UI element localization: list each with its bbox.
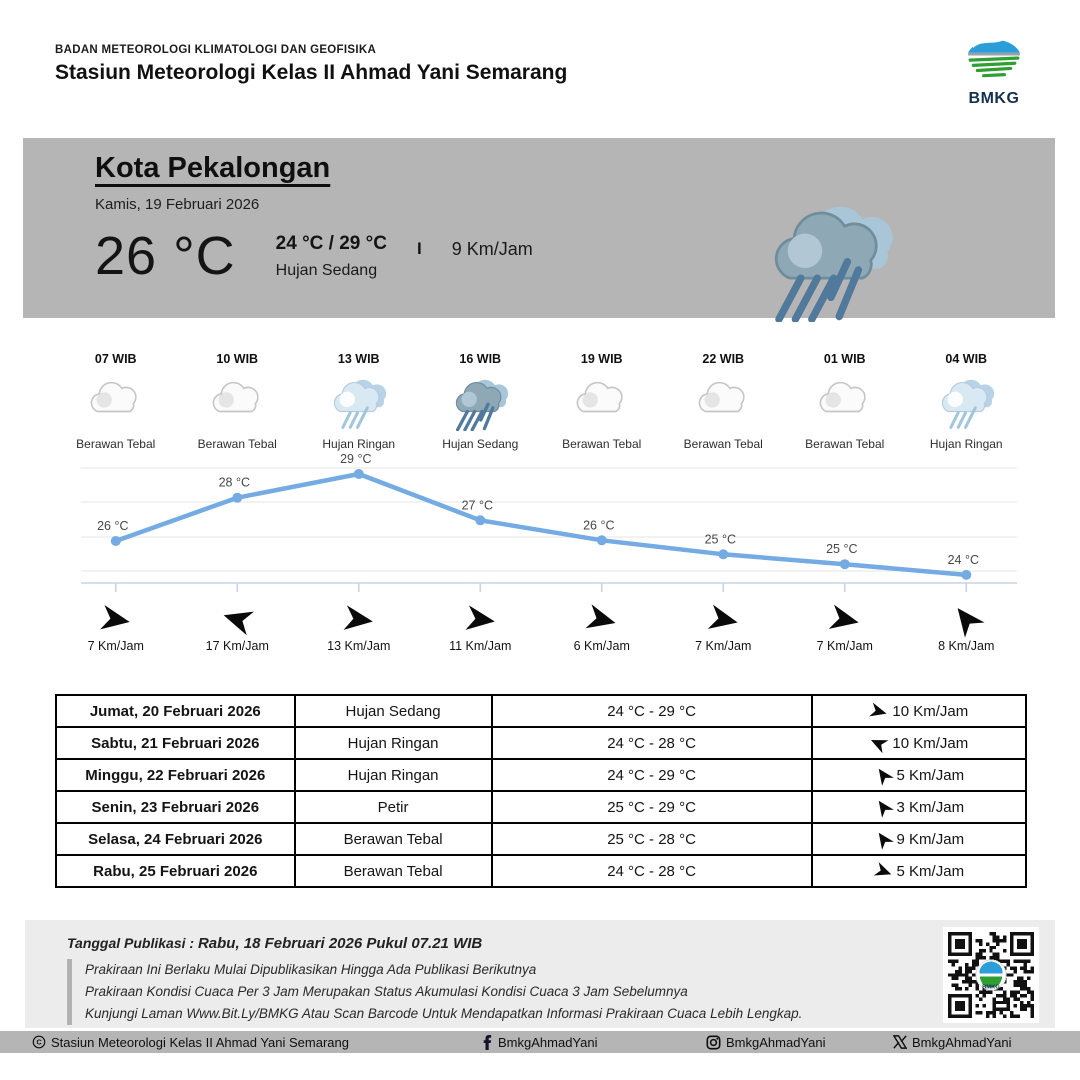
weather-icon: [784, 375, 906, 431]
wind-direction-icon: [874, 830, 893, 849]
wind-speed-label: 7 Km/Jam: [816, 639, 873, 653]
wind-speed-label: 7 Km/Jam: [695, 639, 752, 653]
wind-direction-icon: [420, 600, 542, 638]
wind-direction-icon: [874, 798, 893, 817]
svg-text:C: C: [36, 1037, 42, 1047]
qr-code: [943, 927, 1039, 1023]
hour-label: 04 WIB: [945, 352, 988, 366]
wind-speed-label: 11 Km/Jam: [449, 639, 512, 653]
forecast-date: Kamis, 19 Februari 2026: [95, 196, 260, 213]
wind-direction-icon: [177, 600, 299, 638]
wind-direction-icon: [55, 600, 177, 638]
publication-value: Rabu, 18 Februari 2026 Pukul 07.21 WIB: [197, 935, 483, 952]
publication-line: [67, 935, 1055, 952]
svg-text:27 °C: 27 °C: [461, 498, 494, 513]
footer-notes: [67, 959, 1055, 1025]
wind-speed-label: 17 Km/Jam: [205, 639, 269, 653]
hourly-slot: [541, 352, 663, 451]
copyright-text: Stasiun Meteorologi Kelas II Ahmad Yani Semarang: [51, 1034, 349, 1050]
current-weather-card: [23, 138, 1055, 318]
temperature-chart: [55, 448, 1027, 596]
svg-text:25 °C: 25 °C: [826, 542, 858, 557]
day-wind-speed: 3 Km/Jam: [896, 798, 965, 816]
copyright-icon: [32, 1035, 46, 1049]
footer-note: Kunjungi Laman Www.Bit.Ly/BMKG Atau Scan Barcode Untuk Mendapatkan Informasi Prakiraan Cuaca Lebih Lengkap.: [85, 1005, 803, 1021]
condition-label: Berawan Tebal: [197, 437, 277, 451]
hour-label: 01 WIB: [823, 352, 866, 366]
table-row: [56, 695, 1026, 727]
weather-icon: [906, 375, 1028, 431]
day-wind-speed: 10 Km/Jam: [892, 702, 969, 720]
x-item: [893, 1031, 1011, 1053]
wind-direction-icon: [874, 766, 893, 785]
day-condition: Berawan Tebal: [295, 855, 492, 887]
x-icon: [893, 1035, 907, 1049]
report-header: [55, 44, 567, 85]
condition-label: Hujan Ringan: [929, 437, 1003, 451]
hourly-slot: [420, 352, 542, 451]
table-row: [56, 823, 1026, 855]
footer-note: Prakiraan Ini Berlaku Mulai Dipublikasikan Hingga Ada Publikasi Berikutnya: [85, 962, 537, 977]
table-row: [56, 855, 1026, 887]
current-weather-icon: [765, 196, 897, 322]
day-date: Sabtu, 21 Februari 2026: [56, 727, 295, 759]
wind-direction-icon: [541, 600, 663, 638]
weather-icon: [177, 375, 299, 431]
day-condition: Petir: [295, 791, 492, 823]
x-handle: BmkgAhmadYani: [912, 1034, 1012, 1050]
condition-label: Hujan Sedang: [442, 437, 519, 451]
day-temp-range: 24 °C - 29 °C: [492, 695, 812, 727]
temp-range: 24 °C / 29 °C: [275, 232, 387, 254]
bmkg-logo-label: BMKG: [968, 90, 1020, 107]
agency-name: BADAN METEOROLOGI KLIMATOLOGI DAN GEOFISIKA: [55, 44, 377, 56]
wind-direction-icon: [869, 702, 888, 721]
day-wind-speed: 10 Km/Jam: [892, 734, 969, 752]
hourly-slot: [298, 352, 420, 451]
publication-label: Tanggal Publikasi :: [67, 935, 195, 951]
day-wind-speed: 5 Km/Jam: [896, 862, 965, 880]
hourly-forecast-strip: [55, 352, 1027, 451]
facebook-item: [480, 1031, 597, 1053]
facebook-icon: [480, 1035, 493, 1050]
wind-direction-icon: [906, 600, 1028, 638]
day-wind-speed: 9 Km/Jam: [896, 830, 965, 848]
table-row: [56, 727, 1026, 759]
day-condition: Hujan Ringan: [295, 727, 492, 759]
wind-direction-icon: [663, 600, 785, 638]
day-date: Rabu, 25 Februari 2026: [56, 855, 295, 887]
wind-speed-label: 6 Km/Jam: [573, 639, 630, 653]
daily-forecast-table: [55, 694, 1027, 888]
hour-label: 22 WIB: [702, 352, 745, 366]
day-date: Selasa, 24 Februari 2026: [56, 823, 295, 855]
weather-icon: [420, 375, 542, 431]
day-temp-range: 25 °C - 28 °C: [492, 823, 812, 855]
hourly-slot: [55, 352, 177, 451]
city-title: Kota Pekalongan: [95, 152, 331, 184]
publication-footer: [25, 920, 1055, 1028]
current-wind-speed: 9 Km/Jam: [451, 238, 533, 259]
facebook-handle: BmkgAhmadYani: [498, 1034, 598, 1050]
bmkg-logo: [954, 28, 1034, 108]
svg-text:26 °C: 26 °C: [97, 519, 129, 533]
wind-speed-label: 13 Km/Jam: [327, 639, 391, 653]
svg-text:24 °C: 24 °C: [947, 552, 980, 567]
separator: I: [416, 239, 422, 258]
day-condition: Hujan Sedang: [295, 695, 492, 727]
day-temp-range: 25 °C - 29 °C: [492, 791, 812, 823]
hour-label: 19 WIB: [580, 352, 623, 366]
station-name: Stasiun Meteorologi Kelas II Ahmad Yani Semarang: [55, 61, 568, 84]
wind-direction-icon: [298, 600, 420, 638]
social-bar: [0, 1031, 1080, 1053]
table-row: [56, 791, 1026, 823]
condition-label: Hujan Ringan: [322, 437, 396, 451]
condition-label: Berawan Tebal: [562, 437, 642, 451]
day-date: Senin, 23 Februari 2026: [56, 791, 295, 823]
hour-label: 16 WIB: [459, 352, 502, 366]
wind-direction-icon: [784, 600, 906, 638]
wind-speed-label: 7 Km/Jam: [87, 639, 144, 653]
hourly-slot: [663, 352, 785, 451]
condition-label: Berawan Tebal: [76, 437, 156, 451]
bmkg-globe-icon: [962, 28, 1026, 84]
table-row: [56, 759, 1026, 791]
day-temp-range: 24 °C - 29 °C: [492, 759, 812, 791]
instagram-handle: BmkgAhmadYani: [726, 1034, 826, 1050]
svg-text:28 °C: 28 °C: [218, 475, 251, 490]
day-date: Minggu, 22 Februari 2026: [56, 759, 295, 791]
copyright-item: [32, 1031, 349, 1053]
weather-icon: [298, 375, 420, 431]
qr-code-image: [948, 932, 1034, 1018]
wind-direction-icon: [874, 862, 893, 881]
weather-icon: [55, 375, 177, 431]
day-temp-range: 24 °C - 28 °C: [492, 727, 812, 759]
svg-text:29 °C: 29 °C: [340, 452, 372, 466]
current-condition: Hujan Sedang: [275, 261, 378, 279]
day-condition: Berawan Tebal: [295, 823, 492, 855]
day-wind-speed: 5 Km/Jam: [896, 766, 965, 784]
hour-label: 10 WIB: [216, 352, 259, 366]
weather-icon: [541, 375, 663, 431]
instagram-icon: [706, 1035, 721, 1050]
wind-direction-icon: [869, 734, 888, 753]
weather-icon: [663, 375, 785, 431]
hour-label: 07 WIB: [94, 352, 137, 366]
footer-note: Prakiraan Kondisi Cuaca Per 3 Jam Merupakan Status Akumulasi Kondisi Cuaca 3 Jam Sebelumnya: [85, 983, 688, 999]
condition-label: Berawan Tebal: [683, 437, 763, 451]
wind-speed-label: 8 Km/Jam: [938, 639, 995, 653]
current-temperature: 26 °C: [95, 226, 236, 286]
hourly-slot: [177, 352, 299, 451]
svg-text:25 °C: 25 °C: [704, 532, 737, 547]
hourly-slot: [906, 352, 1028, 451]
condition-label: Berawan Tebal: [805, 437, 885, 451]
hourly-slot: [784, 352, 906, 451]
svg-text:26 °C: 26 °C: [583, 518, 615, 533]
svg-text:BMKG: BMKG: [982, 984, 1000, 991]
day-date: Jumat, 20 Februari 2026: [56, 695, 295, 727]
day-temp-range: 24 °C - 28 °C: [492, 855, 812, 887]
wind-strip: [55, 600, 1027, 653]
day-condition: Hujan Ringan: [295, 759, 492, 791]
hour-label: 13 WIB: [337, 352, 380, 366]
instagram-item: [706, 1031, 825, 1053]
